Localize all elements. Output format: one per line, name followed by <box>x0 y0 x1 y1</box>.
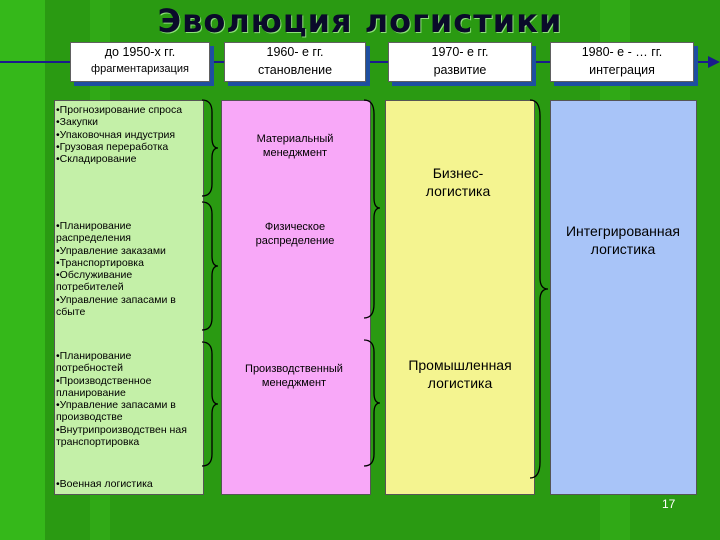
list-item: •Планирование распределения <box>56 220 132 245</box>
period-phase: развитие <box>433 63 487 77</box>
period-header-1960s <box>224 42 366 82</box>
period-phase: становление <box>257 63 333 77</box>
column-1970s <box>385 100 535 495</box>
slide-title: Эволюция логистики <box>157 2 563 40</box>
list-item: •Упаковочная индустрия <box>56 128 176 141</box>
period-phase: интеграция <box>589 63 655 77</box>
physical-distribution-label: Физическое распределение <box>255 221 335 247</box>
activity-group-distribution <box>56 220 198 318</box>
brace-icon <box>362 338 382 468</box>
list-item: •Управление запасами в производстве <box>56 399 176 424</box>
period-years: до 1950-х гг. <box>104 45 176 59</box>
industrial-logistics-label: Промышленная логистика <box>408 357 512 391</box>
column-1980s <box>550 100 697 495</box>
brace-icon <box>200 340 220 468</box>
brace-icon <box>200 200 220 332</box>
list-item: •Грузовая переработка <box>56 140 169 153</box>
brace-icon <box>362 98 382 320</box>
list-item: •Управление запасами в сбыте <box>56 293 176 319</box>
integrated-logistics-label: Интегрированная логистика <box>565 223 681 257</box>
list-item: •Управление заказами <box>56 244 166 257</box>
period-years: 1970- е гг. <box>431 45 489 59</box>
list-item: •Транспортировка <box>56 256 144 269</box>
period-header-1980s <box>550 42 694 82</box>
period-years: 1980- е - … гг. <box>581 45 663 59</box>
business-logistics-label: Бизнес-логистика <box>425 165 491 199</box>
list-item: •Закупки <box>56 116 98 129</box>
activity-group-production <box>56 350 201 448</box>
list-item: •Обслуживание потребителей <box>56 269 133 294</box>
list-item: •Производственное планирование <box>56 374 152 399</box>
period-header-pre1950 <box>70 42 210 82</box>
brace-icon <box>200 98 220 198</box>
military-logistics: •Военная логистика <box>56 478 153 490</box>
period-years: 1960- е гг. <box>266 45 324 59</box>
list-item: •Складирование <box>56 153 137 166</box>
page-number: 17 <box>662 497 676 511</box>
production-management-label: Производственный менеджмент <box>245 363 343 389</box>
list-item: •Планирование потребностей <box>56 350 132 375</box>
list-item: •Внутрипроизводствен ная транспортировка <box>56 423 187 449</box>
timeline-arrow-icon <box>708 56 720 68</box>
period-header-1970s <box>388 42 532 82</box>
activity-group-purchasing <box>56 104 201 165</box>
background-stripe <box>0 0 45 540</box>
brace-icon <box>528 98 550 480</box>
period-phase: фрагментаризация <box>91 63 189 75</box>
list-item: •Прогнозирование спроса <box>56 104 183 116</box>
material-management-label: Материальный менеджмент <box>256 133 334 159</box>
